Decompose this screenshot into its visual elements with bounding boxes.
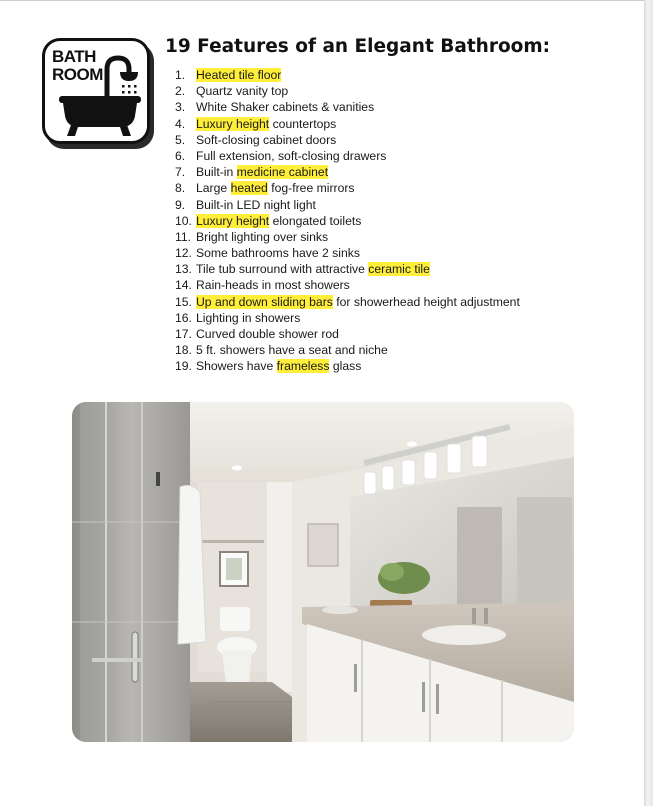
feature-text: for showerhead height adjustment <box>332 294 520 309</box>
page-title: 19 Features of an Elegant Bathroom: <box>165 36 551 57</box>
feature-text: Tile tub surround with attractive <box>196 262 369 277</box>
feature-text-highlighted: Up and down sliding bars <box>196 294 333 309</box>
feature-item <box>175 148 520 164</box>
feature-number: 15. <box>175 294 192 309</box>
feature-number: 12. <box>175 246 192 261</box>
feature-number: 16. <box>175 310 192 325</box>
logo-line-2: ROOM <box>52 65 103 84</box>
bathroom-logo <box>42 38 150 144</box>
feature-text: Curved double shower rod <box>196 327 339 341</box>
feature-item <box>175 261 520 277</box>
feature-item <box>175 132 520 148</box>
feature-number: 11. <box>175 229 192 244</box>
feature-item <box>175 358 520 374</box>
feature-number: 19. <box>175 359 192 374</box>
feature-number: 18. <box>175 343 192 358</box>
feature-number: 3. <box>175 100 186 115</box>
feature-item <box>175 310 520 326</box>
feature-number: 9. <box>175 197 186 212</box>
feature-text: Built-in LED night light <box>196 197 316 212</box>
feature-text: glass <box>329 359 362 374</box>
feature-item <box>175 83 520 99</box>
feature-number: 17. <box>175 327 192 341</box>
feature-text: White Shaker cabinets & vanities <box>196 100 375 115</box>
page-right-edge <box>644 0 653 806</box>
feature-text: Showers have <box>196 359 277 374</box>
feature-number: 14. <box>175 278 192 293</box>
feature-item <box>175 213 520 229</box>
feature-item <box>175 116 520 132</box>
feature-text: Soft-closing cabinet doors <box>196 132 337 147</box>
feature-item <box>175 326 520 342</box>
logo-line-1: BATH <box>52 47 96 66</box>
feature-text-highlighted: Luxury height <box>196 213 270 228</box>
feature-item <box>175 342 520 358</box>
page-top-border <box>0 0 653 1</box>
feature-text-highlighted: frameless <box>276 359 330 374</box>
feature-item <box>175 180 520 196</box>
feature-text-highlighted: heated <box>230 181 268 196</box>
feature-item <box>175 277 520 293</box>
feature-number: 13. <box>175 262 192 277</box>
feature-text-highlighted: ceramic tile <box>368 262 430 277</box>
feature-item <box>175 197 520 213</box>
feature-text: fog-free mirrors <box>267 181 355 196</box>
feature-text-highlighted: Heated tile floor <box>196 68 282 82</box>
feature-text: countertops <box>269 116 337 131</box>
bathtub-shower-icon <box>45 41 147 141</box>
feature-number: 7. <box>175 165 186 180</box>
feature-item <box>175 229 520 245</box>
feature-text: elongated toilets <box>269 213 362 228</box>
feature-text: Bright lighting over sinks <box>196 229 329 244</box>
feature-number: 5. <box>175 132 186 147</box>
feature-number: 10. <box>175 213 192 228</box>
bathroom-photo <box>72 402 574 742</box>
feature-text: Full extension, soft-closing drawers <box>196 148 387 163</box>
feature-number: 4. <box>175 116 186 131</box>
feature-number: 6. <box>175 148 186 163</box>
feature-text-highlighted: medicine cabinet <box>236 165 329 180</box>
feature-text: Rain-heads in most showers <box>196 278 350 293</box>
feature-number: 1. <box>175 68 186 82</box>
feature-number: 8. <box>175 181 186 196</box>
feature-item <box>175 164 520 180</box>
feature-item <box>175 67 520 83</box>
feature-item <box>175 294 520 310</box>
feature-text-highlighted: Luxury height <box>196 116 270 131</box>
feature-list <box>175 67 520 375</box>
feature-text: Quartz vanity top <box>196 84 289 99</box>
feature-text: Some bathrooms have 2 sinks <box>196 246 360 261</box>
feature-text: Lighting in showers <box>196 310 301 325</box>
feature-number: 2. <box>175 84 186 99</box>
feature-text: Built-in <box>196 165 237 180</box>
feature-text: 5 ft. showers have a seat and niche <box>196 343 388 358</box>
feature-item <box>175 99 520 115</box>
feature-text: Large <box>196 181 231 196</box>
feature-item <box>175 245 520 261</box>
